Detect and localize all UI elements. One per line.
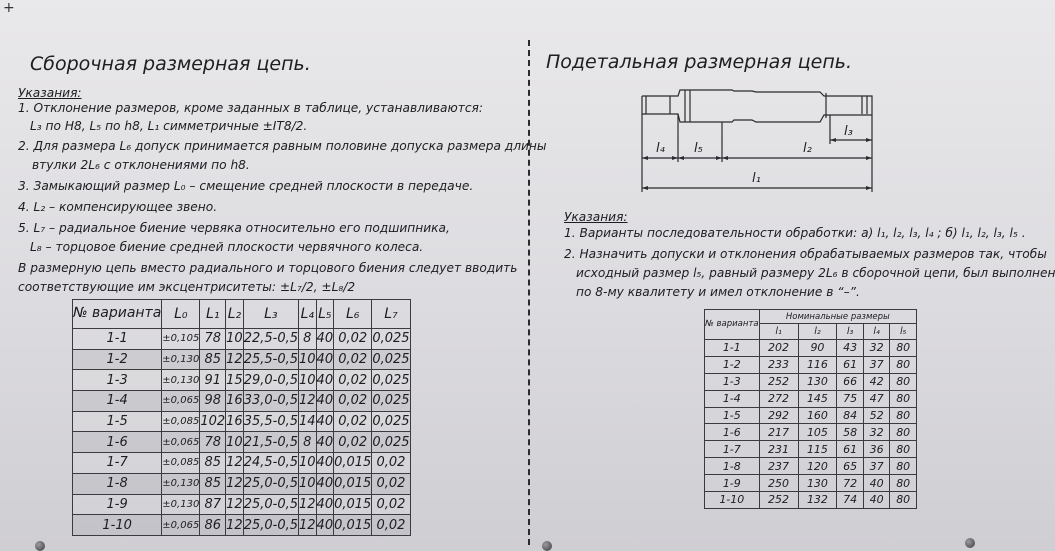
value-cell: 0,02: [334, 329, 372, 350]
value-cell: 272: [759, 390, 798, 407]
value-cell: 0,02: [334, 349, 372, 370]
table-row: [73, 329, 411, 350]
value-cell: 66: [837, 373, 864, 390]
value-cell: 0,025: [372, 391, 410, 412]
value-cell: 0,015: [334, 494, 372, 515]
left-note-line: 1. Отклонение размеров, кроме заданных в таблице, устанавливаются:: [18, 101, 483, 115]
variant-column-header: № варианта: [705, 310, 760, 340]
variant-cell: 1-9: [705, 475, 760, 492]
value-cell: 85: [200, 349, 226, 370]
right-note-line: по 8-му квалитету и имел отклонение в “–”.: [576, 285, 860, 299]
value-cell: 0,02: [372, 494, 410, 515]
part-variants-table: [704, 309, 917, 509]
value-cell: ±0,105: [162, 329, 200, 350]
value-cell: 132: [798, 492, 837, 509]
column-header: L₃: [243, 300, 298, 329]
left-note-line: 4. L₂ – компенсирующее звено.: [18, 200, 218, 214]
left-note-line: соответствующие им эксцентриситеты: ±L₇/2, ±L₈/2: [18, 280, 356, 294]
table-row: [73, 473, 411, 494]
value-cell: 29,0-0,5: [243, 370, 298, 391]
variant-cell: 1-5: [705, 407, 760, 424]
table-row: [73, 391, 411, 412]
variant-cell: 1-8: [705, 458, 760, 475]
value-cell: 25,5-0,5: [243, 349, 298, 370]
value-cell: 40: [863, 475, 890, 492]
value-cell: 0,02: [334, 370, 372, 391]
value-cell: 21,5-0,5: [243, 432, 298, 453]
column-header: L₀: [162, 300, 200, 329]
value-cell: 32: [863, 424, 890, 441]
value-cell: 12: [299, 391, 317, 412]
value-cell: 116: [798, 356, 837, 373]
value-cell: 61: [837, 356, 864, 373]
table-row: [705, 407, 917, 424]
table-row: [73, 453, 411, 474]
value-cell: 25,0-0,5: [243, 473, 298, 494]
variant-cell: 1-6: [73, 432, 162, 453]
value-cell: 84: [837, 407, 864, 424]
value-cell: 75: [837, 390, 864, 407]
value-cell: 12: [299, 515, 317, 536]
table-row: [73, 370, 411, 391]
value-cell: 0,02: [334, 391, 372, 412]
value-cell: 35,5-0,5: [243, 411, 298, 432]
value-cell: 40: [316, 370, 334, 391]
value-cell: 0,02: [372, 453, 410, 474]
value-cell: 80: [890, 475, 917, 492]
table-row: [705, 356, 917, 373]
value-cell: ±0,065: [162, 432, 200, 453]
variant-cell: 1-1: [705, 340, 760, 357]
part-chain-title: Подетальная размерная цепь.: [546, 51, 853, 73]
table-row: [705, 340, 917, 357]
column-header: L₂: [226, 300, 244, 329]
value-cell: 16: [226, 391, 244, 412]
value-cell: 10: [299, 473, 317, 494]
value-cell: 15: [226, 370, 244, 391]
screw-icon: [542, 541, 552, 551]
value-cell: 102: [200, 411, 226, 432]
value-cell: 37: [863, 356, 890, 373]
table-row: [73, 494, 411, 515]
value-cell: 231: [759, 441, 798, 458]
value-cell: 12: [299, 494, 317, 515]
value-cell: 80: [890, 424, 917, 441]
value-cell: 252: [759, 492, 798, 509]
value-cell: 252: [759, 373, 798, 390]
variant-cell: 1-10: [73, 515, 162, 536]
value-cell: 40: [316, 453, 334, 474]
value-cell: 115: [798, 441, 837, 458]
variant-cell: 1-4: [705, 390, 760, 407]
value-cell: 25,0-0,5: [243, 515, 298, 536]
variant-cell: 1-2: [73, 349, 162, 370]
value-cell: 0,015: [334, 515, 372, 536]
column-header: L₅: [316, 300, 334, 329]
screw-icon: [35, 541, 45, 551]
column-header: l₄: [863, 324, 890, 340]
dim-label-l1: l₁: [752, 171, 761, 186]
value-cell: 8: [299, 432, 317, 453]
value-cell: 40: [316, 473, 334, 494]
variant-column-header: № варианта: [73, 300, 162, 329]
value-cell: 202: [759, 340, 798, 357]
value-cell: 80: [890, 458, 917, 475]
value-cell: 87: [200, 494, 226, 515]
value-cell: 250: [759, 475, 798, 492]
value-cell: 10: [299, 370, 317, 391]
table-row: [705, 492, 917, 509]
shaft-outline: [642, 90, 872, 122]
value-cell: 52: [863, 407, 890, 424]
value-cell: 42: [863, 373, 890, 390]
variant-cell: 1-2: [705, 356, 760, 373]
left-note-line: 5. L₇ – радиальное биение червяка относительно его подшипника,: [18, 221, 450, 235]
dim-label-l2: l₂: [803, 141, 812, 156]
value-cell: 0,025: [372, 370, 410, 391]
value-cell: ±0,085: [162, 411, 200, 432]
left-notes-heading: Указания:: [18, 86, 82, 100]
value-cell: 98: [200, 391, 226, 412]
group-column-header: Номинальные размеры: [759, 310, 916, 324]
column-header: L₆: [334, 300, 372, 329]
value-cell: 8: [299, 329, 317, 350]
value-cell: 80: [890, 492, 917, 509]
dim-label-l3: l₃: [844, 124, 853, 139]
right-note-line: 2. Назначить допуски и отклонения обрабатываемых размеров так, чтобы: [564, 247, 1047, 261]
column-header: L₁: [200, 300, 226, 329]
left-note-line: 3. Замыкающий размер L₀ – смещение средней плоскости в передаче.: [18, 179, 474, 193]
table-header-row: [705, 310, 917, 324]
value-cell: 12: [226, 473, 244, 494]
value-cell: 40: [316, 432, 334, 453]
value-cell: 14: [299, 411, 317, 432]
right-note-line: 1. Варианты последовательности обработки: а) l₁, l₂, l₃, l₄ ; б) l₁, l₂, l₃, l₅ .: [564, 226, 1026, 240]
value-cell: 47: [863, 390, 890, 407]
value-cell: 90: [798, 340, 837, 357]
value-cell: 0,015: [334, 453, 372, 474]
value-cell: 25,0-0,5: [243, 494, 298, 515]
value-cell: 0,02: [334, 411, 372, 432]
variant-cell: 1-8: [73, 473, 162, 494]
value-cell: 130: [798, 475, 837, 492]
value-cell: 58: [837, 424, 864, 441]
value-cell: 0,02: [372, 473, 410, 494]
assembly-chain-title: Сборочная размерная цепь.: [30, 53, 311, 75]
table-row: [705, 424, 917, 441]
value-cell: 0,02: [372, 515, 410, 536]
right-note-line: исходный размер l₅, равный размеру 2L₆ в сборочной цепи, был выполнен: [576, 266, 1055, 280]
value-cell: 10: [226, 432, 244, 453]
column-header: L₄: [299, 300, 317, 329]
value-cell: ±0,085: [162, 453, 200, 474]
value-cell: 80: [890, 441, 917, 458]
value-cell: 10: [226, 329, 244, 350]
column-header: l₃: [837, 324, 864, 340]
value-cell: 292: [759, 407, 798, 424]
value-cell: 40: [863, 492, 890, 509]
value-cell: 72: [837, 475, 864, 492]
table-row: [705, 458, 917, 475]
left-note-line: L₃ по H8, L₅ по h8, L₁ симметричные ±IT8/2.: [30, 119, 308, 133]
value-cell: 237: [759, 458, 798, 475]
value-cell: 40: [316, 494, 334, 515]
value-cell: 0,025: [372, 349, 410, 370]
variant-cell: 1-1: [73, 329, 162, 350]
value-cell: 160: [798, 407, 837, 424]
value-cell: 130: [798, 373, 837, 390]
variant-cell: 1-3: [73, 370, 162, 391]
crosshair-mark: +: [3, 0, 15, 16]
variant-cell: 1-7: [705, 441, 760, 458]
value-cell: 43: [837, 340, 864, 357]
value-cell: 12: [226, 349, 244, 370]
value-cell: 32: [863, 340, 890, 357]
variant-cell: 1-9: [73, 494, 162, 515]
value-cell: 80: [890, 373, 917, 390]
value-cell: 120: [798, 458, 837, 475]
value-cell: ±0,130: [162, 349, 200, 370]
variant-cell: 1-6: [705, 424, 760, 441]
value-cell: 24,5-0,5: [243, 453, 298, 474]
value-cell: 233: [759, 356, 798, 373]
value-cell: 40: [316, 329, 334, 350]
variant-cell: 1-10: [705, 492, 760, 509]
table-header-row: [73, 300, 411, 329]
value-cell: 217: [759, 424, 798, 441]
left-note-line: В размерную цепь вместо радиального и торцового биения следует вводить: [18, 261, 518, 275]
value-cell: 22,5-0,5: [243, 329, 298, 350]
value-cell: 40: [316, 349, 334, 370]
value-cell: 0,02: [334, 432, 372, 453]
right-notes-heading: Указания:: [564, 210, 628, 224]
value-cell: 0,015: [334, 473, 372, 494]
variant-cell: 1-3: [705, 373, 760, 390]
dim-label-l5: l₅: [694, 141, 703, 156]
value-cell: 105: [798, 424, 837, 441]
value-cell: 80: [890, 390, 917, 407]
left-note-line: 2. Для размера L₆ допуск принимается равным половине допуска размера длины: [18, 139, 547, 153]
value-cell: 78: [200, 432, 226, 453]
value-cell: 10: [299, 349, 317, 370]
value-cell: 37: [863, 458, 890, 475]
value-cell: 80: [890, 356, 917, 373]
column-header: l₁: [759, 324, 798, 340]
value-cell: 40: [316, 391, 334, 412]
value-cell: 12: [226, 515, 244, 536]
value-cell: ±0,130: [162, 494, 200, 515]
value-cell: 74: [837, 492, 864, 509]
variant-cell: 1-4: [73, 391, 162, 412]
dim-label-l4: l₄: [656, 141, 665, 156]
variant-cell: 1-7: [73, 453, 162, 474]
value-cell: 40: [316, 515, 334, 536]
table-row: [73, 432, 411, 453]
value-cell: ±0,065: [162, 515, 200, 536]
value-cell: 80: [890, 407, 917, 424]
value-cell: 61: [837, 441, 864, 458]
center-divider: [528, 40, 530, 545]
value-cell: ±0,130: [162, 473, 200, 494]
value-cell: 145: [798, 390, 837, 407]
value-cell: 80: [890, 340, 917, 357]
variant-cell: 1-5: [73, 411, 162, 432]
value-cell: 65: [837, 458, 864, 475]
table-row: [705, 390, 917, 407]
value-cell: 12: [226, 494, 244, 515]
column-header: l₂: [798, 324, 837, 340]
value-cell: ±0,130: [162, 370, 200, 391]
value-cell: 10: [299, 453, 317, 474]
value-cell: 0,025: [372, 329, 410, 350]
value-cell: 0,025: [372, 411, 410, 432]
value-cell: 40: [316, 411, 334, 432]
value-cell: 85: [200, 453, 226, 474]
table-row: [705, 441, 917, 458]
value-cell: 0,025: [372, 432, 410, 453]
value-cell: 78: [200, 329, 226, 350]
table-row: [73, 515, 411, 536]
table-row: [705, 373, 917, 390]
value-cell: 91: [200, 370, 226, 391]
column-header: L₇: [372, 300, 410, 329]
left-note-line: втулки 2L₆ с отклонениями по h8.: [32, 158, 250, 172]
shaft-dimension-diagram: [630, 82, 892, 196]
table-row: [73, 349, 411, 370]
value-cell: 16: [226, 411, 244, 432]
value-cell: ±0,065: [162, 391, 200, 412]
value-cell: 36: [863, 441, 890, 458]
value-cell: 12: [226, 453, 244, 474]
value-cell: 85: [200, 473, 226, 494]
left-note-line: L₈ – торцовое биение средней плоскости червячного колеса.: [30, 240, 424, 254]
assembly-variants-table: [72, 299, 411, 536]
table-row: [73, 411, 411, 432]
table-row: [705, 475, 917, 492]
screw-icon: [965, 538, 975, 548]
value-cell: 33,0-0,5: [243, 391, 298, 412]
column-header: l₅: [890, 324, 917, 340]
value-cell: 86: [200, 515, 226, 536]
